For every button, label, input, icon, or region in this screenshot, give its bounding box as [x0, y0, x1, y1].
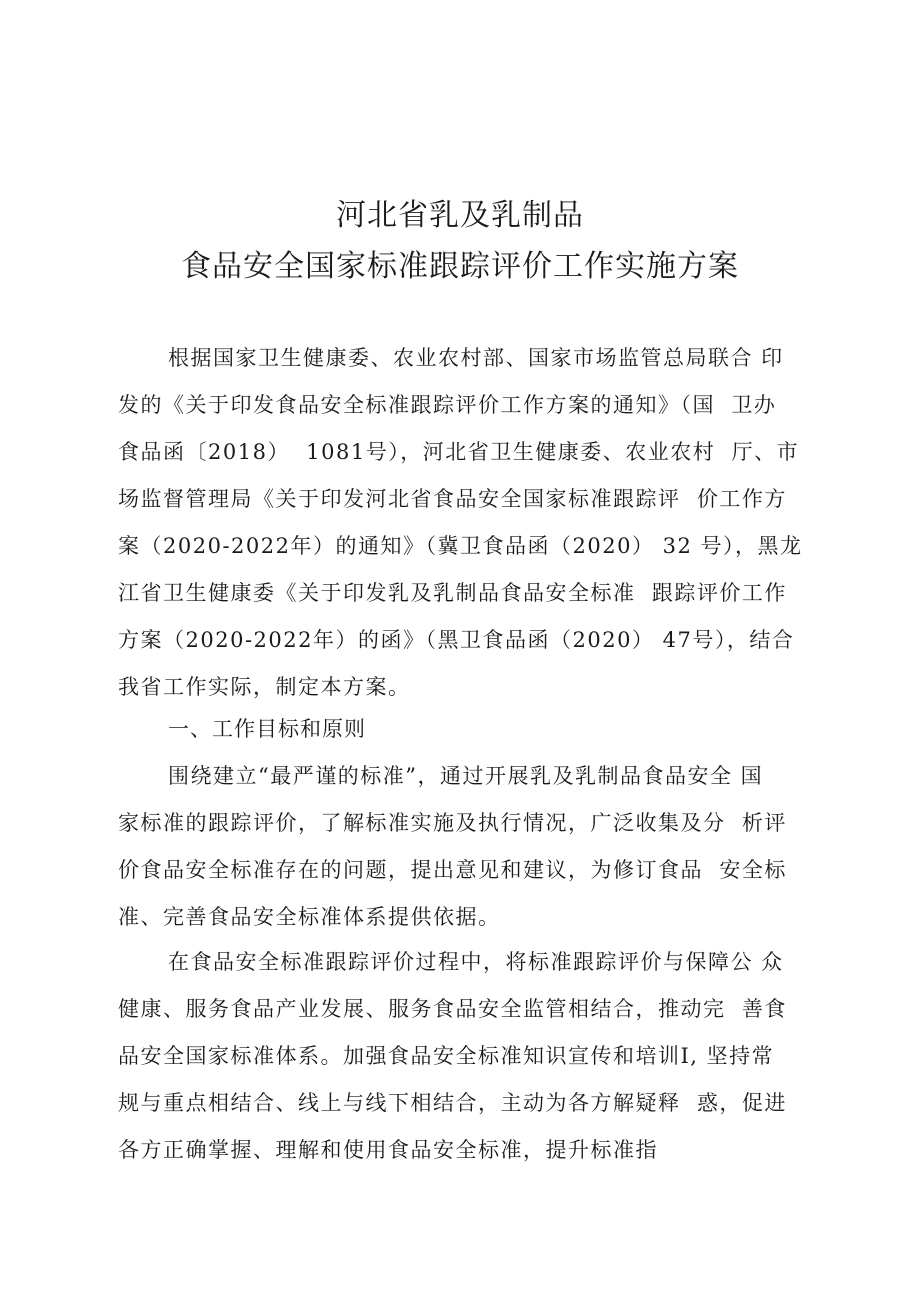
text-line: 规与重点相结合、线上与线下相结合，主动为各方解疑释 惑，促进: [118, 1091, 787, 1115]
text-line: 准、完善食品安全标准体系提供依据。: [118, 905, 501, 929]
text-line: 我省工作实际，制定本方案。: [118, 675, 411, 699]
text-line: 场监督管理局《关于印发河北省食品安全国家标准跟踪评 价工作方: [118, 487, 787, 511]
text-line: 食品函〔2018） 1081号），河北省卫生健康委、农业农村 厅、市: [118, 440, 800, 464]
section-heading: 一、工作目标和原则: [168, 717, 366, 741]
text-line: 品安全国家标准体系。加强食品安全标准知识宣传和培训I, 坚持常: [118, 1044, 775, 1068]
text-line: 健康、服务食品产业发展、服务食品安全监管相结合，推动完 善食: [118, 997, 787, 1021]
title-line-2: 食品安全国家标准跟踪评价工作实施方案: [181, 249, 739, 284]
text-line: 家标准的跟踪评价，了解标准实施及执行情况，广泛收集及分 析评: [118, 811, 787, 835]
text-line: 在食品安全标准跟踪评价过程中，将标准跟踪评价与保障公 众: [168, 950, 784, 974]
text-line: 案（2020-2022年）的通知》（冀卫食品函（2020） 32 号），黑龙: [118, 534, 803, 558]
text-line: 根据国家卫生健康委、农业农村部、国家市场监管总局联合 印: [168, 346, 784, 370]
text-line: 发的《关于印发食品安全标准跟踪评价工作方案的通知》（国 卫办: [118, 393, 777, 417]
text-line: 江省卫生健康委《关于印发乳及乳制品食品安全标准 跟踪评价工作: [118, 581, 787, 605]
text-line: 方案（2020-2022年）的函》（黑卫食品函（2020） 47号），结合: [118, 628, 795, 652]
text-line: 围绕建立“最严谨的标准”，通过开展乳及乳制品食品安全 国: [168, 764, 764, 788]
title-line-1: 河北省乳及乳制品: [336, 198, 584, 233]
text-line: 价食品安全标准存在的问题，提出意见和建议，为修订食品 安全标: [118, 858, 787, 882]
text-line: 各方正确掌握、理解和使用食品安全标准，提升标准指: [118, 1138, 658, 1162]
